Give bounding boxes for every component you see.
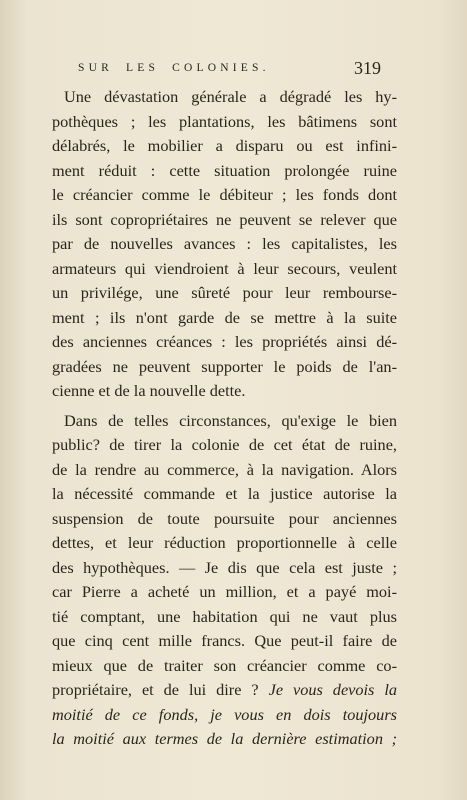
text-line: par de nouvelles avances : les capitalistes, les — [52, 234, 397, 253]
text-line: le créancier comme le débiteur ; les fonds dont — [52, 185, 397, 204]
text-line: public? de tirer la colonie de cet état de ruine, — [52, 435, 397, 454]
page-number: 319 — [354, 58, 381, 78]
text-line: de la rendre au commerce, à la navigation. Alors — [52, 459, 397, 479]
text-line: dettes, et leur réduction proportionnelle à celle — [52, 533, 397, 552]
text-line: cienne et de la nouvelle dette. — [52, 381, 246, 400]
text-line: ment ; ils n'ont garde de se mettre à la suite — [52, 307, 397, 327]
text-segment: propriétaire, et de lui dire ? — [52, 680, 259, 699]
body-text — [52, 85, 397, 752]
text-line: gradées ne peuvent supporter le poids de l'an- — [52, 356, 397, 376]
text-line: un privilége, une sûreté pour leur rembourse- — [52, 283, 397, 302]
text-line: ment réduit : cette situation prolongée ruine — [52, 160, 397, 180]
text-line-mixed — [52, 678, 397, 703]
text-line: des anciennes créances : les propriétés ainsi dé- — [52, 332, 397, 351]
text-line: tié comptant, une habitation qui ne vaut plus — [52, 606, 397, 626]
text-line: que cinq cent mille francs. Que peut-il faire de — [52, 631, 397, 650]
text-line: suspension de toute poursuite pour anciennes — [52, 508, 397, 528]
italic-line: moitié de ce fonds, je vous en dois toujours — [52, 704, 397, 724]
text-line: des hypothèques. — Je dis que cela est juste ; — [52, 557, 397, 577]
text-line: Dans de telles circonstances, qu'exige le bien — [64, 410, 397, 430]
text-line: mieux que de traiter son créancier comme co- — [52, 655, 397, 675]
running-title: SUR LES COLONIES. — [78, 62, 270, 74]
paragraph-1 — [52, 85, 397, 404]
text-line: ils sont copropriétaires ne peuvent se relever que — [52, 209, 397, 229]
text-line: délabrés, le mobilier a disparu ou est infini- — [52, 136, 397, 155]
text-line: la nécessité commande et la justice autorise la — [52, 484, 397, 503]
italic-line: la moitié aux termes de la dernière estimation ; — [52, 729, 397, 748]
text-line: pothèques ; les plantations, les bâtimens sont — [52, 111, 397, 131]
italic-segment: Je vous devois la — [268, 680, 398, 699]
text-line: armateurs qui viendroient à leur secours, veulent — [52, 258, 397, 278]
text-line: Une dévastation générale a dégradé les hy- — [64, 87, 397, 106]
text-line: car Pierre a acheté un million, et a payé moi- — [52, 582, 397, 601]
paragraph-2 — [52, 409, 397, 752]
